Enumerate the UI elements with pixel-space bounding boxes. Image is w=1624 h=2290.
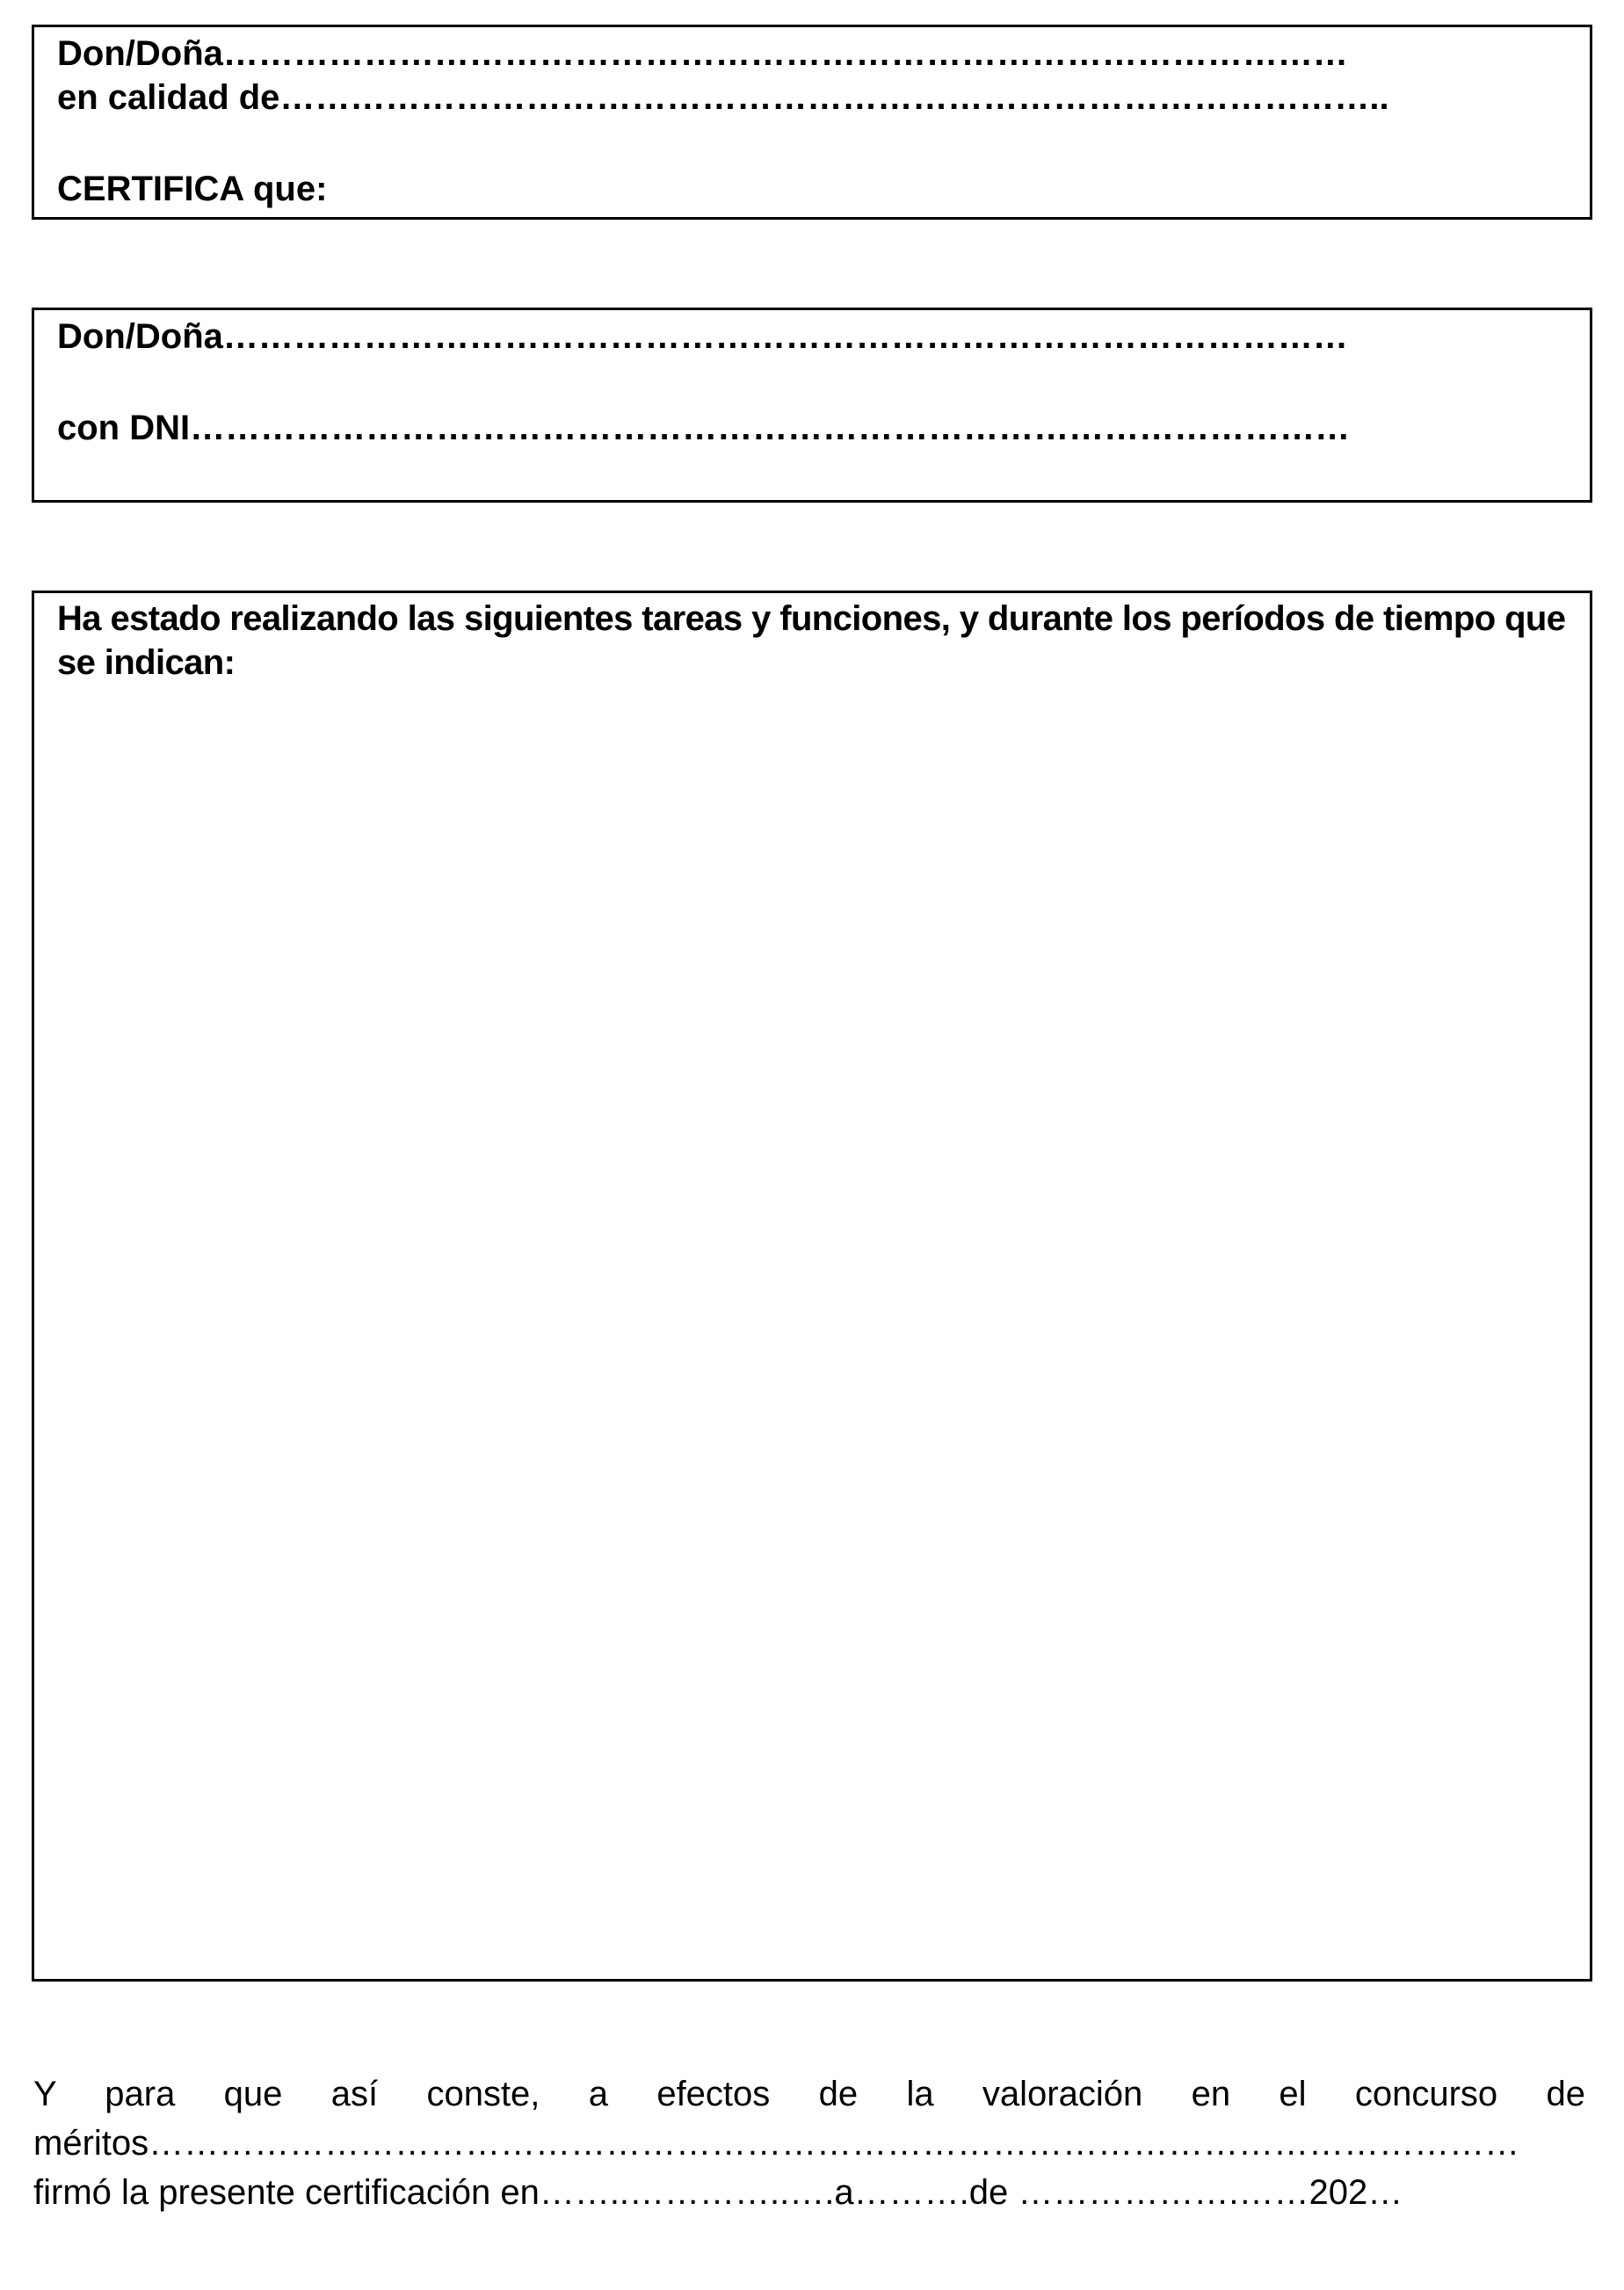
certifier-name-line: Don/Doña…………………………………………………………………………………… (57, 34, 1348, 73)
tasks-heading: Ha estado realizando las siguientes tareas y funciones, y durante los períodos de tiempo que se indican: (57, 599, 1566, 682)
employee-name-line: Don/Doña…………………………………………………………………………………… (57, 317, 1348, 356)
certifier-role-line: en calidad de………………………………………………………………………………….. (57, 78, 1389, 117)
closing-line-1: Y para que así conste, a efectos de la valoración en el concurso de (33, 2075, 1585, 2113)
employee-dni-line: con DNI……………………………………………………………………………………… (57, 409, 1351, 447)
certifica-heading: CERTIFICA que: (57, 170, 328, 208)
closing-line-3: firmó la presente certificación en……..…………..….a……….de ……………….……202… (33, 2173, 1403, 2212)
certifier-box (32, 25, 1592, 220)
tasks-box (32, 591, 1592, 1982)
closing-statement (33, 2069, 1585, 2217)
closing-line-2: méritos……………………………………………………………………………………………………… (33, 2124, 1520, 2163)
employee-box (32, 308, 1592, 503)
